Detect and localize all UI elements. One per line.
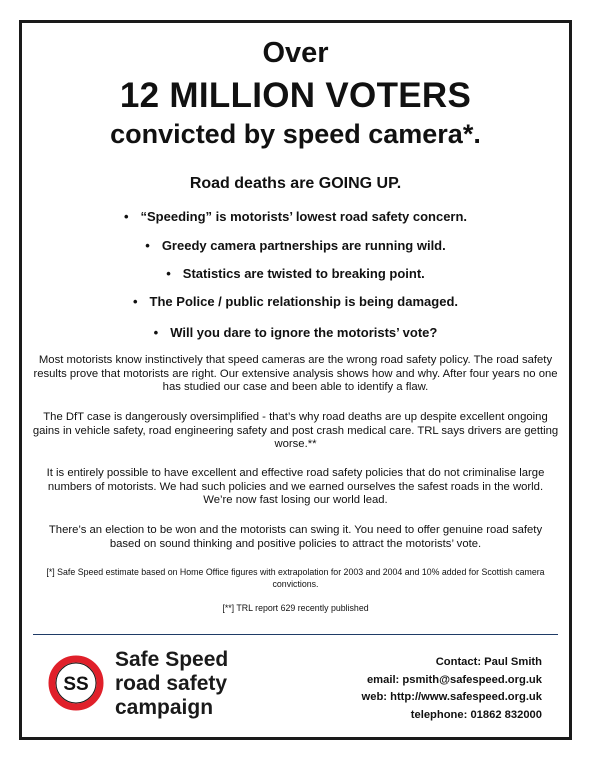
bullet-dot: • (166, 266, 171, 281)
paragraph: The DfT case is dangerously oversimplified - that’s why road deaths are up despite excellent ongoing gains in vehicle safety, road engineering safety and post crash medical care. TRL says drivers are getting worse.** (32, 411, 559, 450)
brand-name (115, 648, 228, 720)
bullet-item (0, 209, 591, 224)
logo-text: SS (63, 674, 89, 695)
bullet-dot: • (123, 209, 129, 224)
headline-convicted: convicted by speed camera*. (110, 119, 481, 149)
bullet-dot: • (153, 325, 159, 340)
contact-email[interactable]: email: psmith@safespeed.org.uk (366, 673, 542, 686)
headline-over: Over (262, 37, 329, 69)
contact-block (362, 654, 542, 724)
paragraph: There’s an election to be won and the motorists can swing it. You need to offer genuine road safety based on sound thinking and positive policies to attract the motorists’ vote. (48, 524, 543, 550)
paragraph: Most motorists know instinctively that speed cameras are the wrong road safety policy. The road safety results prove that motorists are right. Our extensive analysis shows how and why. After four years no one has studied our case and been able to identify a flaw. (33, 354, 558, 393)
bullet-text: Will you dare to ignore the motorists’ vote? (170, 325, 438, 340)
bullet-dot: • (132, 294, 138, 309)
bullet-text: Greedy camera partnerships are running wild. (161, 238, 446, 253)
bullet-text: “Speeding” is motorists’ lowest road safety concern. (140, 209, 468, 224)
logo-roundel-icon (48, 655, 104, 711)
divider-rule (33, 634, 558, 635)
brand-line: campaign (115, 696, 214, 719)
paragraph: It is entirely possible to have excellent and effective road safety policies that do not criminalise large numbers of motorists. We had such policies and we earned ourselves the safest roads in the world. We’re now fast losing our world lead. (46, 467, 545, 506)
bullet-dot: • (145, 238, 150, 253)
footnote: [**] TRL report 629 recently published (222, 603, 369, 613)
bullet-item (0, 266, 591, 281)
headline-main: 12 MILLION VOTERS (119, 76, 472, 115)
brand-line: road safety (115, 672, 228, 695)
contact-name: Contact: Paul Smith (435, 656, 542, 668)
bullet-item (0, 294, 591, 309)
safe-speed-logo (48, 655, 104, 711)
contact-web[interactable]: web: http://www.safespeed.org.uk (361, 691, 542, 703)
bullet-item (0, 238, 591, 253)
brand-line: Safe Speed (115, 648, 229, 671)
footnote: [*] Safe Speed estimate based on Home Office figures with extrapolation for 2003 and 2004 and 10% added for Scottish camera convictions. (46, 567, 545, 589)
contact-phone: telephone: 01862 832000 (410, 708, 542, 721)
bullet-item (0, 325, 591, 340)
bullet-text: Statistics are twisted to breaking point. (182, 266, 425, 281)
bullet-text: The Police / public relationship is being damaged. (149, 294, 458, 309)
subheadline: Road deaths are GOING UP. (189, 175, 402, 192)
